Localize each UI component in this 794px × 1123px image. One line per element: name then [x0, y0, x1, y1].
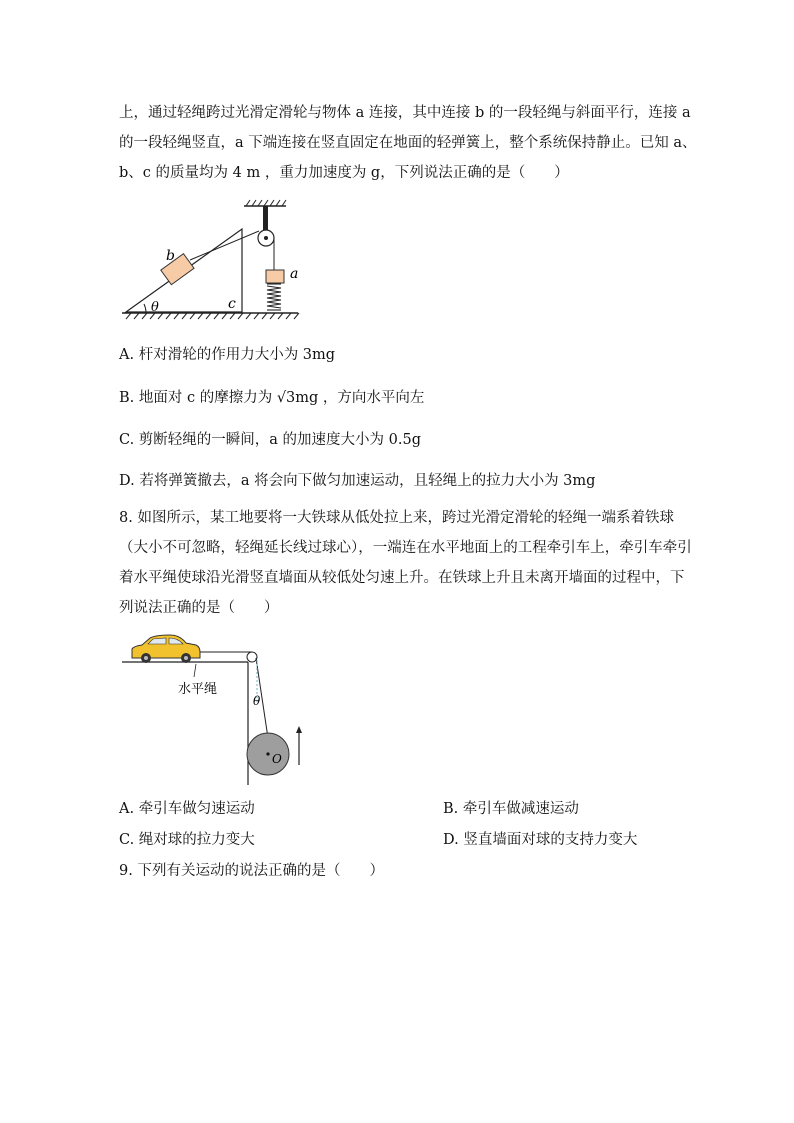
tow-car — [132, 635, 200, 663]
q7-stem-line-1: 上，通过轻绳跨过光滑定滑轮与物体 a 连接，其中连接 b 的一段轻绳与斜面平行，连接 a — [119, 105, 691, 121]
q8-stem-line-4: 列说法正确的是（ ） — [119, 600, 279, 616]
angle-arc — [144, 304, 146, 312]
label-center-o: O — [272, 752, 282, 766]
label-c: c — [228, 296, 236, 312]
q7-stem-line-2: 的一段轻绳竖直，a 下端连接在竖直固定在地面的轻弹簧上，整个系统保持静止。已知 a、 — [119, 135, 697, 151]
q7-option-a: A. 杆对滑轮的作用力大小为 3mg — [119, 347, 336, 363]
q9-stem: 9. 下列有关运动的说法正确的是（ ） — [119, 863, 384, 879]
q7-option-b: B. 地面对 c 的摩擦力为 √3mg ，方向水平向左 — [119, 390, 425, 406]
q8-stem-line-3: 着水平绳使球沿光滑竖直墙面从较低处匀速上升。在铁球上升且未离开墙面的过程中，下 — [119, 570, 685, 586]
q7-stem-line-3: b、c 的质量均为 4 m ，重力加速度为 g，下列说法正确的是（ ） — [119, 165, 569, 181]
ball-center-dot — [266, 752, 269, 755]
rope-incline — [190, 231, 259, 260]
label-theta-2: θ — [253, 694, 261, 708]
q8-option-c: C. 绳对球的拉力变大 — [119, 832, 255, 848]
q8-option-a: A. 牵引车做匀速运动 — [119, 801, 255, 817]
label-horizontal-rope: 水平绳 — [178, 682, 218, 697]
q8-figure — [118, 630, 318, 790]
label-a: a — [290, 266, 299, 282]
pulley-2 — [247, 652, 257, 662]
q8-option-d: D. 竖直墙面对球的支持力变大 — [443, 832, 638, 848]
q8-option-b: B. 牵引车做减速运动 — [443, 801, 579, 817]
spring — [267, 284, 281, 310]
ceiling-hatch — [246, 200, 286, 206]
label-b: b — [166, 248, 175, 264]
q8-stem-line-2: （大小不可忽略，轻绳延长线过球心），一端连在水平地面上的工程牵引车上，牵引车牵引 — [119, 540, 692, 556]
q7-option-d: D. 若将弹簧撤去，a 将会向下做匀加速运动，且轻绳上的拉力大小为 3mg — [119, 473, 596, 489]
q8-stem-line-1: 8. 如图所示，某工地要将一大铁球从低处拉上来，跨过光滑定滑轮的轻绳一端系着铁球 — [119, 510, 674, 526]
q7-option-c: C. 剪断轻绳的一瞬间，a 的加速度大小为 0.5g — [119, 432, 421, 448]
label-theta: θ — [151, 300, 159, 315]
block-a — [266, 270, 284, 283]
q7-figure — [118, 196, 308, 328]
